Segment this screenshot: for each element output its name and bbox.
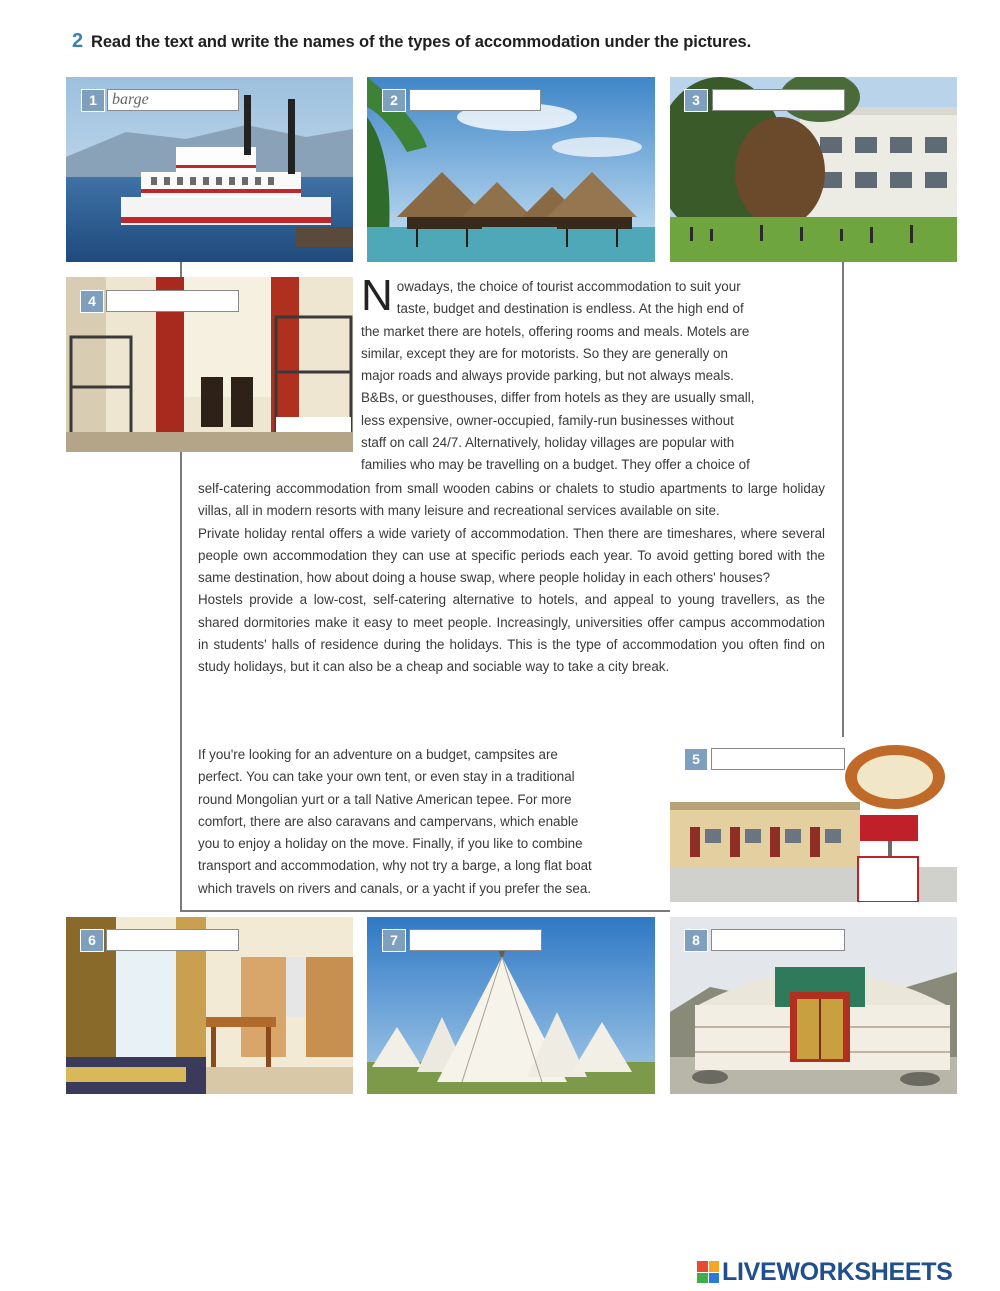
picture-3-number: 3 <box>684 89 708 112</box>
article-line: which travels on rivers and canals, or a yacht if you prefer the sea. <box>198 880 591 896</box>
picture-8-number: 8 <box>684 929 708 952</box>
article-line: comfort, there are also caravans and campervans, which enable <box>198 813 579 829</box>
frame-right-line <box>842 262 844 740</box>
liveworksheets-logo <box>697 1257 953 1287</box>
article-line: you to enjoy a holiday on the move. Finally, if you like to combine <box>198 836 583 852</box>
logo-text: LIVEWORKSHEETS <box>722 1257 953 1286</box>
article-dropcap: N <box>361 271 393 320</box>
picture-5-answer-field[interactable] <box>711 748 845 770</box>
exercise-instruction: Read the text and write the names of the types of accommodation under the pictures. <box>91 33 752 51</box>
picture-7-answer-field[interactable] <box>409 929 542 951</box>
article-line: the market there are hotels, offering rooms and meals. Motels are <box>361 323 750 339</box>
liveworksheets-logo-icon <box>697 1261 719 1283</box>
article-conclusion <box>198 744 660 900</box>
article-paragraph: self-catering accommodation from small wooden cabins or chalets to studio apartments to large holiday villas, all in modern resorts with many leisure and recreational services available on site. <box>198 481 825 519</box>
article-body <box>198 478 825 679</box>
article-intro <box>361 271 825 477</box>
picture-7-number: 7 <box>382 929 406 952</box>
article-line: staff on call 24/7. Alternatively, holiday villages are popular with <box>361 435 735 451</box>
picture-5-number: 5 <box>684 748 708 771</box>
picture-4-number: 4 <box>80 290 104 313</box>
picture-2-number: 2 <box>382 89 406 112</box>
picture-3-answer-field[interactable] <box>712 89 845 111</box>
picture-6-answer-field[interactable] <box>106 929 239 951</box>
picture-4-answer-field[interactable] <box>106 290 239 312</box>
picture-1-number: 1 <box>81 89 105 112</box>
article-line: If you're looking for an adventure on a budget, campsites are <box>198 747 558 762</box>
article-line: perfect. You can take your own tent, or even stay in a traditional <box>198 769 575 785</box>
frame-bottom-line <box>180 910 670 912</box>
article-paragraph: Private holiday rental offers a wide variety of accommodation. Then there are timeshares, where several people own accommodation they can use at specific periods each year. To avoid getting bored with the same destination, how about doing a house swap, where people holiday in each others' houses? <box>198 525 825 586</box>
article-paragraph: Hostels provide a low-cost, self-catering alternative to hotels, and appeal to young travellers, as the shared dormitories make it easy to meet people. Increasingly, universities offer campus accommodation in students' halls of residence during the holidays. This is the type of accommodation you often find on study holidays, but it can also be a cheap and sociable way to take a city break. <box>198 592 825 675</box>
article-line: similar, except they are for motorists. So they are generally on <box>361 345 728 361</box>
exercise-number: 2 <box>72 30 84 52</box>
picture-2-answer-field[interactable] <box>409 89 541 111</box>
article-line: major roads and always provide parking, but not always meals. <box>361 368 734 384</box>
article-line: taste, budget and destination is endless. At the high end of <box>396 301 744 317</box>
picture-1-answer-field[interactable] <box>107 89 239 111</box>
exercise-heading <box>72 30 751 53</box>
article-line: B&Bs, or guesthouses, differ from hotels as they are usually small, <box>361 390 755 406</box>
picture-6-number: 6 <box>80 929 104 952</box>
article-line: owadays, the choice of tourist accommodation to suit your <box>396 279 741 294</box>
article-line: families who may be travelling on a budget. They offer a choice of <box>361 457 750 473</box>
article-line: less expensive, owner-occupied, family-run businesses without <box>361 412 734 428</box>
picture-8-answer-field[interactable] <box>711 929 845 951</box>
article-line: round Mongolian yurt or a tall Native American tepee. For more <box>198 791 572 807</box>
article-line: transport and accommodation, why not try a barge, a long flat boat <box>198 858 592 874</box>
